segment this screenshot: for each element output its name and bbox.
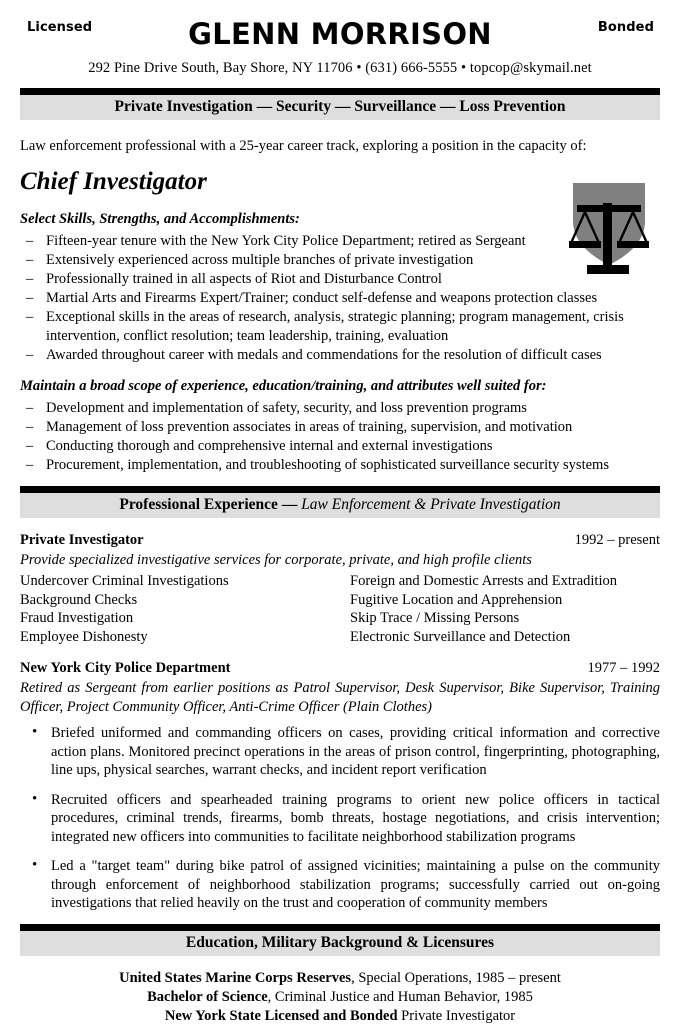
list-item: – Professionally trained in all aspects of Riot and Disturbance Control [20,270,660,289]
bar-rule [20,88,660,95]
services-column-left [20,572,350,646]
job-title: New York City Police Department [20,660,231,676]
list-item: • Led a "target team" during bike patrol of assigned vicinities; maintaining a pulse on the community through enforcement of neighborhood stabilization programs; successfully carried out on-going investigations that relied heavily on the trust and cooperation of community members [20,857,660,913]
job-header [20,660,660,677]
list-item: • Recruited officers and spearheaded training programs to orient new police officers in tactical procedures, criminal trends, firearms, bomb threats, hostage negotiations, and crisis intervention; integrated new officers into communities to facilitate neighborhood stabilization programs [20,791,660,847]
job-title: Private Investigator [20,531,144,548]
licensed-tag: Licensed [27,20,93,35]
list-item: – Conducting thorough and comprehensive internal and external investigations [20,437,660,456]
bar-rule [20,924,660,931]
objective-title: Chief Investigator [20,168,207,195]
summary-intro: Law enforcement professional with a 25-year career track, exploring a position in the capacity of: [20,138,587,154]
list-item: – Fifteen-year tenure with the New York City Police Department; retired as Sergeant [20,232,660,251]
job-bullets [20,724,660,913]
education-item-rest: , Special Operations, 1985 – present [351,969,561,986]
list-item: Undercover Criminal Investigations [20,573,229,589]
list-item: – Extensively experienced across multiple branches of private investigation [20,251,660,270]
list-item: Fugitive Location and Apprehension [350,591,563,608]
list-item: • Briefed uniformed and commanding officers on cases, providing critical information and corrective action plans. Monitored precinct operations in the areas of prison control, fingerprinting, photographing, line ups, physical searches, warrant checks, and incident report verification [20,724,660,780]
list-item: – Awarded throughout career with medals and commendations for the resolution of difficult cases [20,346,660,365]
list-item: Skip Trace / Missing Persons [350,610,520,626]
job-dates: 1992 – present [574,531,660,548]
list-item: Electronic Surveillance and Detection [350,628,571,645]
specialty-bar-text: Private Investigation — Security — Surveillance — Loss Prevention [20,95,660,120]
education-item-bold: United States Marine Corps Reserves [119,969,352,986]
services-column-right [350,572,660,646]
scope-list [20,399,660,475]
list-item: Fraud Investigation [20,610,134,626]
experience-bar-text [20,493,660,518]
skills-heading: Select Skills, Strengths, and Accomplishments: [20,211,300,227]
education-item-rest: , Criminal Justice and Human Behavior, 1985 [267,988,533,1005]
bonded-tag: Bonded [597,20,654,35]
resume-page [0,14,680,1023]
education-item [20,969,660,988]
education-list [20,969,660,1026]
resume-header [20,14,660,58]
education-item [20,1007,660,1026]
summary-section [20,137,660,475]
list-item: – Development and implementation of safety, security, and loss prevention programs [20,399,660,418]
job-header [20,532,660,549]
list-item: – Procurement, implementation, and troubleshooting of sophisticated surveillance security systems [20,456,660,475]
skills-list [20,232,660,364]
experience-bar-subtitle: Law Enforcement & Private Investigation [301,495,561,513]
list-item: – Exceptional skills in the areas of research, analysis, strategic planning; program management, crisis intervention, conflict resolution; team leadership, training, evaluation [20,308,660,345]
list-item: – Martial Arts and Firearms Expert/Trainer; conduct self-defense and weapons protection classes [20,289,660,308]
list-item: – Management of loss prevention associates in areas of training, supervision, and motivation [20,418,660,437]
job-subtitle: Retired as Sergeant from earlier positions as Patrol Supervisor, Desk Supervisor, Bike Supervisor, Training Officer, Project Community Officer, Anti-Crime Officer (Plain Clothes) [20,680,660,715]
services-columns [20,572,660,646]
education-bar-text: Education, Military Background & Licensures [20,931,660,956]
education-item [20,988,660,1007]
experience-bar [20,486,660,518]
list-item: Background Checks [20,591,138,608]
list-item: Employee Dishonesty [20,628,148,645]
education-item-rest: Private Investigator [397,1007,516,1024]
contact-line: 292 Pine Drive South, Bay Shore, NY 11706 • (631) 666-5555 • topcop@skymail.net [88,60,592,76]
list-item: Foreign and Domestic Arrests and Extradition [350,573,617,589]
page-title: GLENN MORRISON [188,17,492,51]
job-private-investigator [20,532,660,647]
scope-heading: Maintain a broad scope of experience, education/training, and attributes well suited for: [20,378,547,394]
bar-rule [20,486,660,493]
education-bar [20,924,660,956]
education-item-bold: New York State Licensed and Bonded [164,1007,398,1024]
job-dates: 1977 – 1992 [587,660,660,676]
specialty-bar [20,88,660,120]
job-nypd [20,660,660,913]
experience-bar-title: Professional Experience [119,495,278,513]
experience-bar-dash: — [277,495,302,513]
job-subtitle: Provide specialized investigative services for corporate, private, and high profile clients [20,551,532,568]
education-item-bold: Bachelor of Science [147,988,268,1005]
